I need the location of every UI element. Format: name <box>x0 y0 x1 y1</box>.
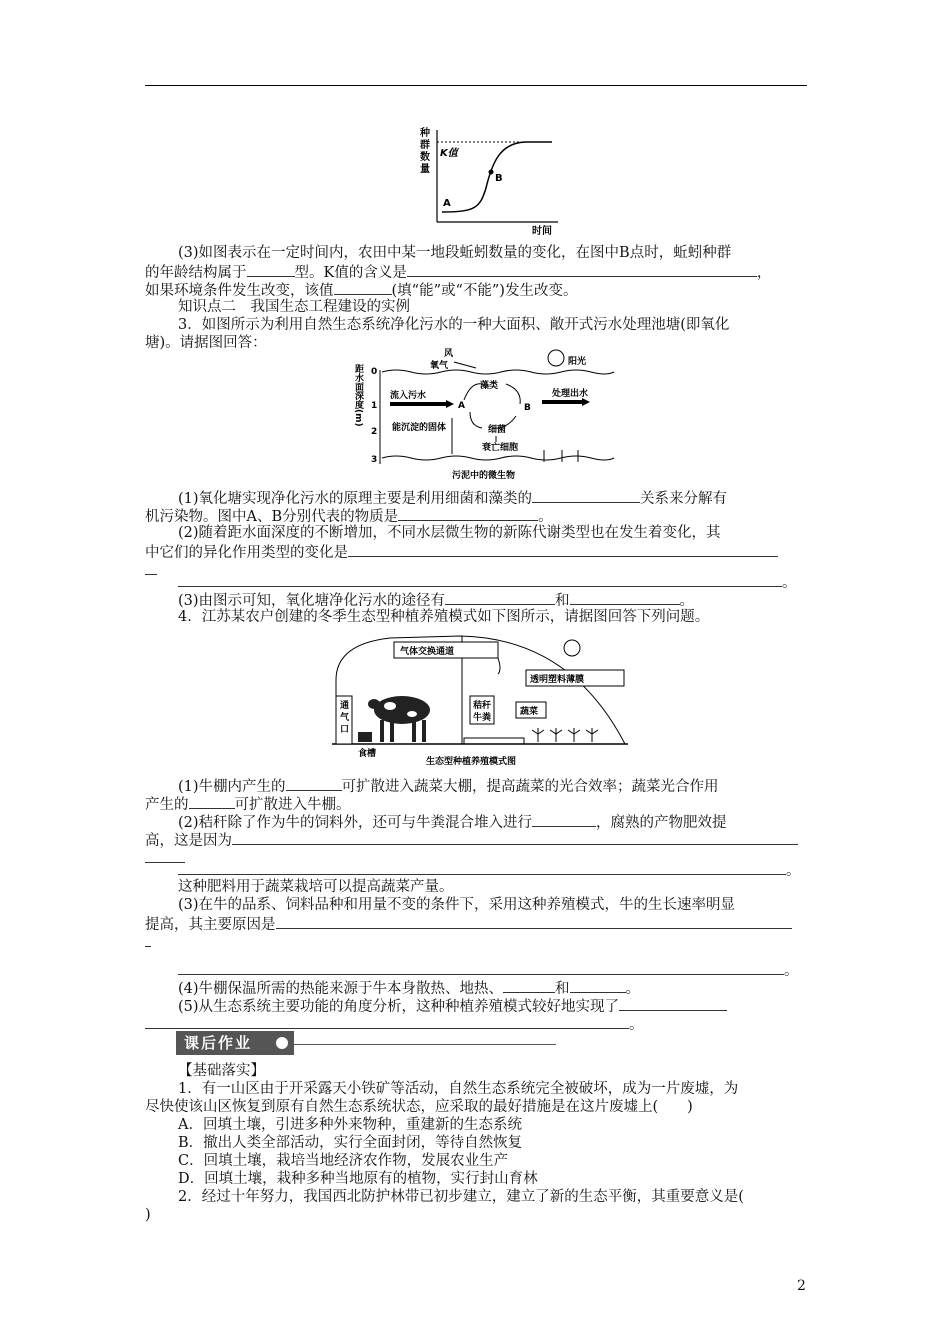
fig1-a-label: A <box>443 198 451 209</box>
answer-blank[interactable] <box>178 860 786 875</box>
compost-grid <box>464 738 524 744</box>
plant-icon <box>532 728 598 742</box>
q3-main-line2: 塘)。请据图回答： <box>145 335 267 351</box>
r3-line4: 。 <box>178 960 799 980</box>
fig1-ylabel-3: 数 <box>420 152 430 163</box>
answer-blank[interactable] <box>398 506 538 521</box>
fig2-bacteria: 细菌 <box>488 425 507 435</box>
answer-blank[interactable] <box>178 572 782 587</box>
dot-icon <box>276 1037 288 1049</box>
fig2-tick-3: 3 <box>371 455 378 465</box>
q3-line3: 如果环境条件发生改变，该值 (填“能”或“不能”)发生改变。 <box>145 280 577 300</box>
fig2-a: A <box>458 401 465 411</box>
page-number: 2 <box>797 1278 806 1294</box>
answer-blank[interactable] <box>570 978 626 993</box>
fig2-sun: 阳光 <box>568 357 587 367</box>
r5-line2: 。 <box>145 1014 644 1034</box>
answer-blank[interactable] <box>348 542 778 557</box>
fig1-ylabel-1: 种 <box>420 128 430 139</box>
fig3-gas: 气体交换通道 <box>400 647 455 657</box>
p2-line2: 中它们的异化作用类型的变化是 <box>145 542 778 562</box>
homework-banner <box>176 1031 556 1055</box>
fig2-wind: 风 <box>444 349 454 359</box>
r2-line2: 高，这是因为 <box>145 830 798 850</box>
p1-line2: 机污染物。图中A、B分别代表的物质是 。 <box>145 506 553 526</box>
answer-blank[interactable] <box>570 590 680 605</box>
fig2-wind-arrow <box>454 362 476 368</box>
fig2-water-surface <box>382 370 614 374</box>
cow-icon <box>368 696 430 742</box>
option-a: A．回填土壤，引进多种外来物种，重建新的生态系统 <box>178 1117 522 1133</box>
fig2-tick-2: 2 <box>371 427 378 437</box>
fig2-dead: 衰亡细胞 <box>482 443 519 453</box>
fig2-inflow: 流入污水 <box>390 391 427 401</box>
option-d: D．回填土壤，栽种多种当地原有的植物，实行封山育林 <box>178 1171 538 1187</box>
option-b: B．撤出人类全部活动，实行全面封闭，等待自然恢复 <box>178 1135 523 1151</box>
fig3-vent-1: 通 <box>340 701 350 711</box>
fig3-straw-1: 秸秆 <box>473 701 492 711</box>
answer-blank[interactable] <box>407 262 757 277</box>
answer-blank[interactable] <box>145 1014 629 1029</box>
fig2-outflow: 处理出水 <box>552 389 589 399</box>
fig2-sludge: 污泥中的微生物 <box>452 471 516 481</box>
answer-blank[interactable] <box>189 794 235 809</box>
fig3-vent-3: 口 <box>340 725 350 735</box>
fig3-film: 透明塑料薄膜 <box>530 675 585 685</box>
oxidation-pond-figure <box>353 346 618 484</box>
fig1-ylabel-4: 量 <box>420 164 430 175</box>
fig2-oxygen: 氧气 <box>430 361 449 371</box>
answer-blank[interactable] <box>503 978 555 993</box>
q3-line2: 的年龄结构属于 型。K值的含义是 ， <box>145 262 771 282</box>
fig2-cycle-arrow-2 <box>506 384 520 404</box>
fig1-point-b <box>489 170 494 175</box>
sun-icon <box>548 350 564 366</box>
answer-blank[interactable] <box>286 776 342 791</box>
r3-line3 <box>145 932 151 952</box>
fig2-inflow-arrowhead <box>446 400 454 408</box>
sun-icon <box>564 640 580 656</box>
fig3-straw-2: 牛粪 <box>473 713 492 723</box>
r5-line1: (5)从生态系统主要功能的角度分析，这种种植养殖模式较好地实现了 <box>178 996 727 1016</box>
fig3-caption: 生态型种植养殖模式图 <box>426 757 517 767</box>
answer-blank[interactable] <box>532 812 596 827</box>
r2-line5: 这种肥料用于蔬菜栽培可以提高蔬菜产量。 <box>178 879 454 895</box>
fig2-sludge-line <box>382 456 614 460</box>
greenhouse-figure <box>330 630 630 772</box>
p1-line1: (1)氧化塘实现净化污水的原理主要是利用细菌和藻类的 关系来分解有 <box>178 488 727 508</box>
r3-line2: 提高，其主要原因是 <box>145 914 792 934</box>
fig3-vent-2: 气 <box>340 713 350 723</box>
fig2-cycle-arrow-4 <box>470 412 482 428</box>
r2-line1: (2)秸秆除了作为牛的饲料外，还可与牛粪混合堆入进行 ，腐熟的产物肥效提 <box>178 812 727 832</box>
answer-blank[interactable] <box>619 996 727 1011</box>
h1-line1: 1．有一山区由于开采露天小铁矿等活动，自然生态系统完全被破坏，成为一片废墟，为 <box>178 1081 739 1097</box>
fig1-k-label: K值 <box>440 148 458 159</box>
answer-blank[interactable] <box>445 590 555 605</box>
r3-line1: (3)在牛的品系、饲料品种和用量不变的条件下，采用这种养殖模式，牛的生长速率明显 <box>178 897 736 913</box>
p2-line4: 。 <box>178 572 797 592</box>
population-curve-figure <box>420 128 560 236</box>
fig2-algae: 藻类 <box>480 381 499 391</box>
r2-line4: 。 <box>178 860 801 880</box>
fig2-ylabel: 距水面深度(m) <box>353 364 363 427</box>
answer-blank[interactable] <box>178 960 784 975</box>
option-c: C．回填土壤，栽培当地经济农作物，发展农业生产 <box>178 1153 509 1169</box>
knowledge-point-2: 知识点二 我国生态工程建设的实例 <box>178 299 410 315</box>
fig1-ylabel-2: 群 <box>420 140 430 151</box>
trough-icon <box>358 732 372 742</box>
answer-blank[interactable] <box>334 280 392 295</box>
homework-title: 课后作业 <box>184 1034 253 1052</box>
h2-line2: ) <box>145 1207 151 1223</box>
fig2-tick-1: 1 <box>371 401 378 411</box>
fig2-outflow-arrowhead <box>582 398 590 406</box>
p2-line3 <box>145 560 157 580</box>
fig2-tick-0: 0 <box>371 367 378 377</box>
p3-line: (3)由图示可知，氧化塘净化污水的途径有 和 。 <box>178 590 694 610</box>
fig3-veg: 蔬菜 <box>520 707 539 717</box>
fig1-b-label: B <box>495 173 503 184</box>
gas-arrow <box>498 658 500 674</box>
fig1-x-label: 时间 <box>532 226 552 237</box>
r1-line1: (1)牛棚内产生的 可扩散进入蔬菜大棚，提高蔬菜的光合效率；蔬菜光合作用 <box>178 776 719 796</box>
p2-line1: (2)随着距水面深度的不断增加，不同水层微生物的新陈代谢类型也在发生着变化，其 <box>178 525 721 541</box>
fig3-trough: 食槽 <box>358 749 377 759</box>
h1-line2: 尽快使该山区恢复到原有自然生态系统状态，应采取的最好措施是在这片废墟上( ) <box>145 1099 693 1115</box>
fig2-b: B <box>524 403 531 413</box>
h2-line1: 2．经过十年努力，我国西北防护林带已初步建立，建立了新的生态平衡，其重要意义是( <box>178 1189 744 1205</box>
q3-line1: (3)如图表示在一定时间内，农田中某一地段蚯蚓数量的变化，在图中B点时，蚯蚓种群 <box>178 245 732 261</box>
answer-blank[interactable] <box>232 830 798 845</box>
q3-main-line1: 3．如图所示为利用自然生态系统净化污水的一种大面积、敞开式污水处理池塘(即氧化 <box>178 317 730 333</box>
section-basic: 【基础落实】 <box>178 1063 265 1079</box>
homework-rule <box>294 1044 556 1045</box>
answer-blank[interactable] <box>276 914 792 929</box>
q4-line: 4．江苏某农户创建的冬季生态型种植养殖模式如下图所示，请据图回答下列问题。 <box>178 609 710 625</box>
fig2-solids: 能沉淀的固体 <box>392 423 447 433</box>
r4-line: (4)牛棚保温所需的热能来源于牛本身散热、地热、 和 。 <box>178 978 640 998</box>
header-rule <box>145 85 807 86</box>
r1-line2: 产生的 可扩散进入牛棚。 <box>145 794 351 814</box>
answer-blank[interactable] <box>532 488 640 503</box>
